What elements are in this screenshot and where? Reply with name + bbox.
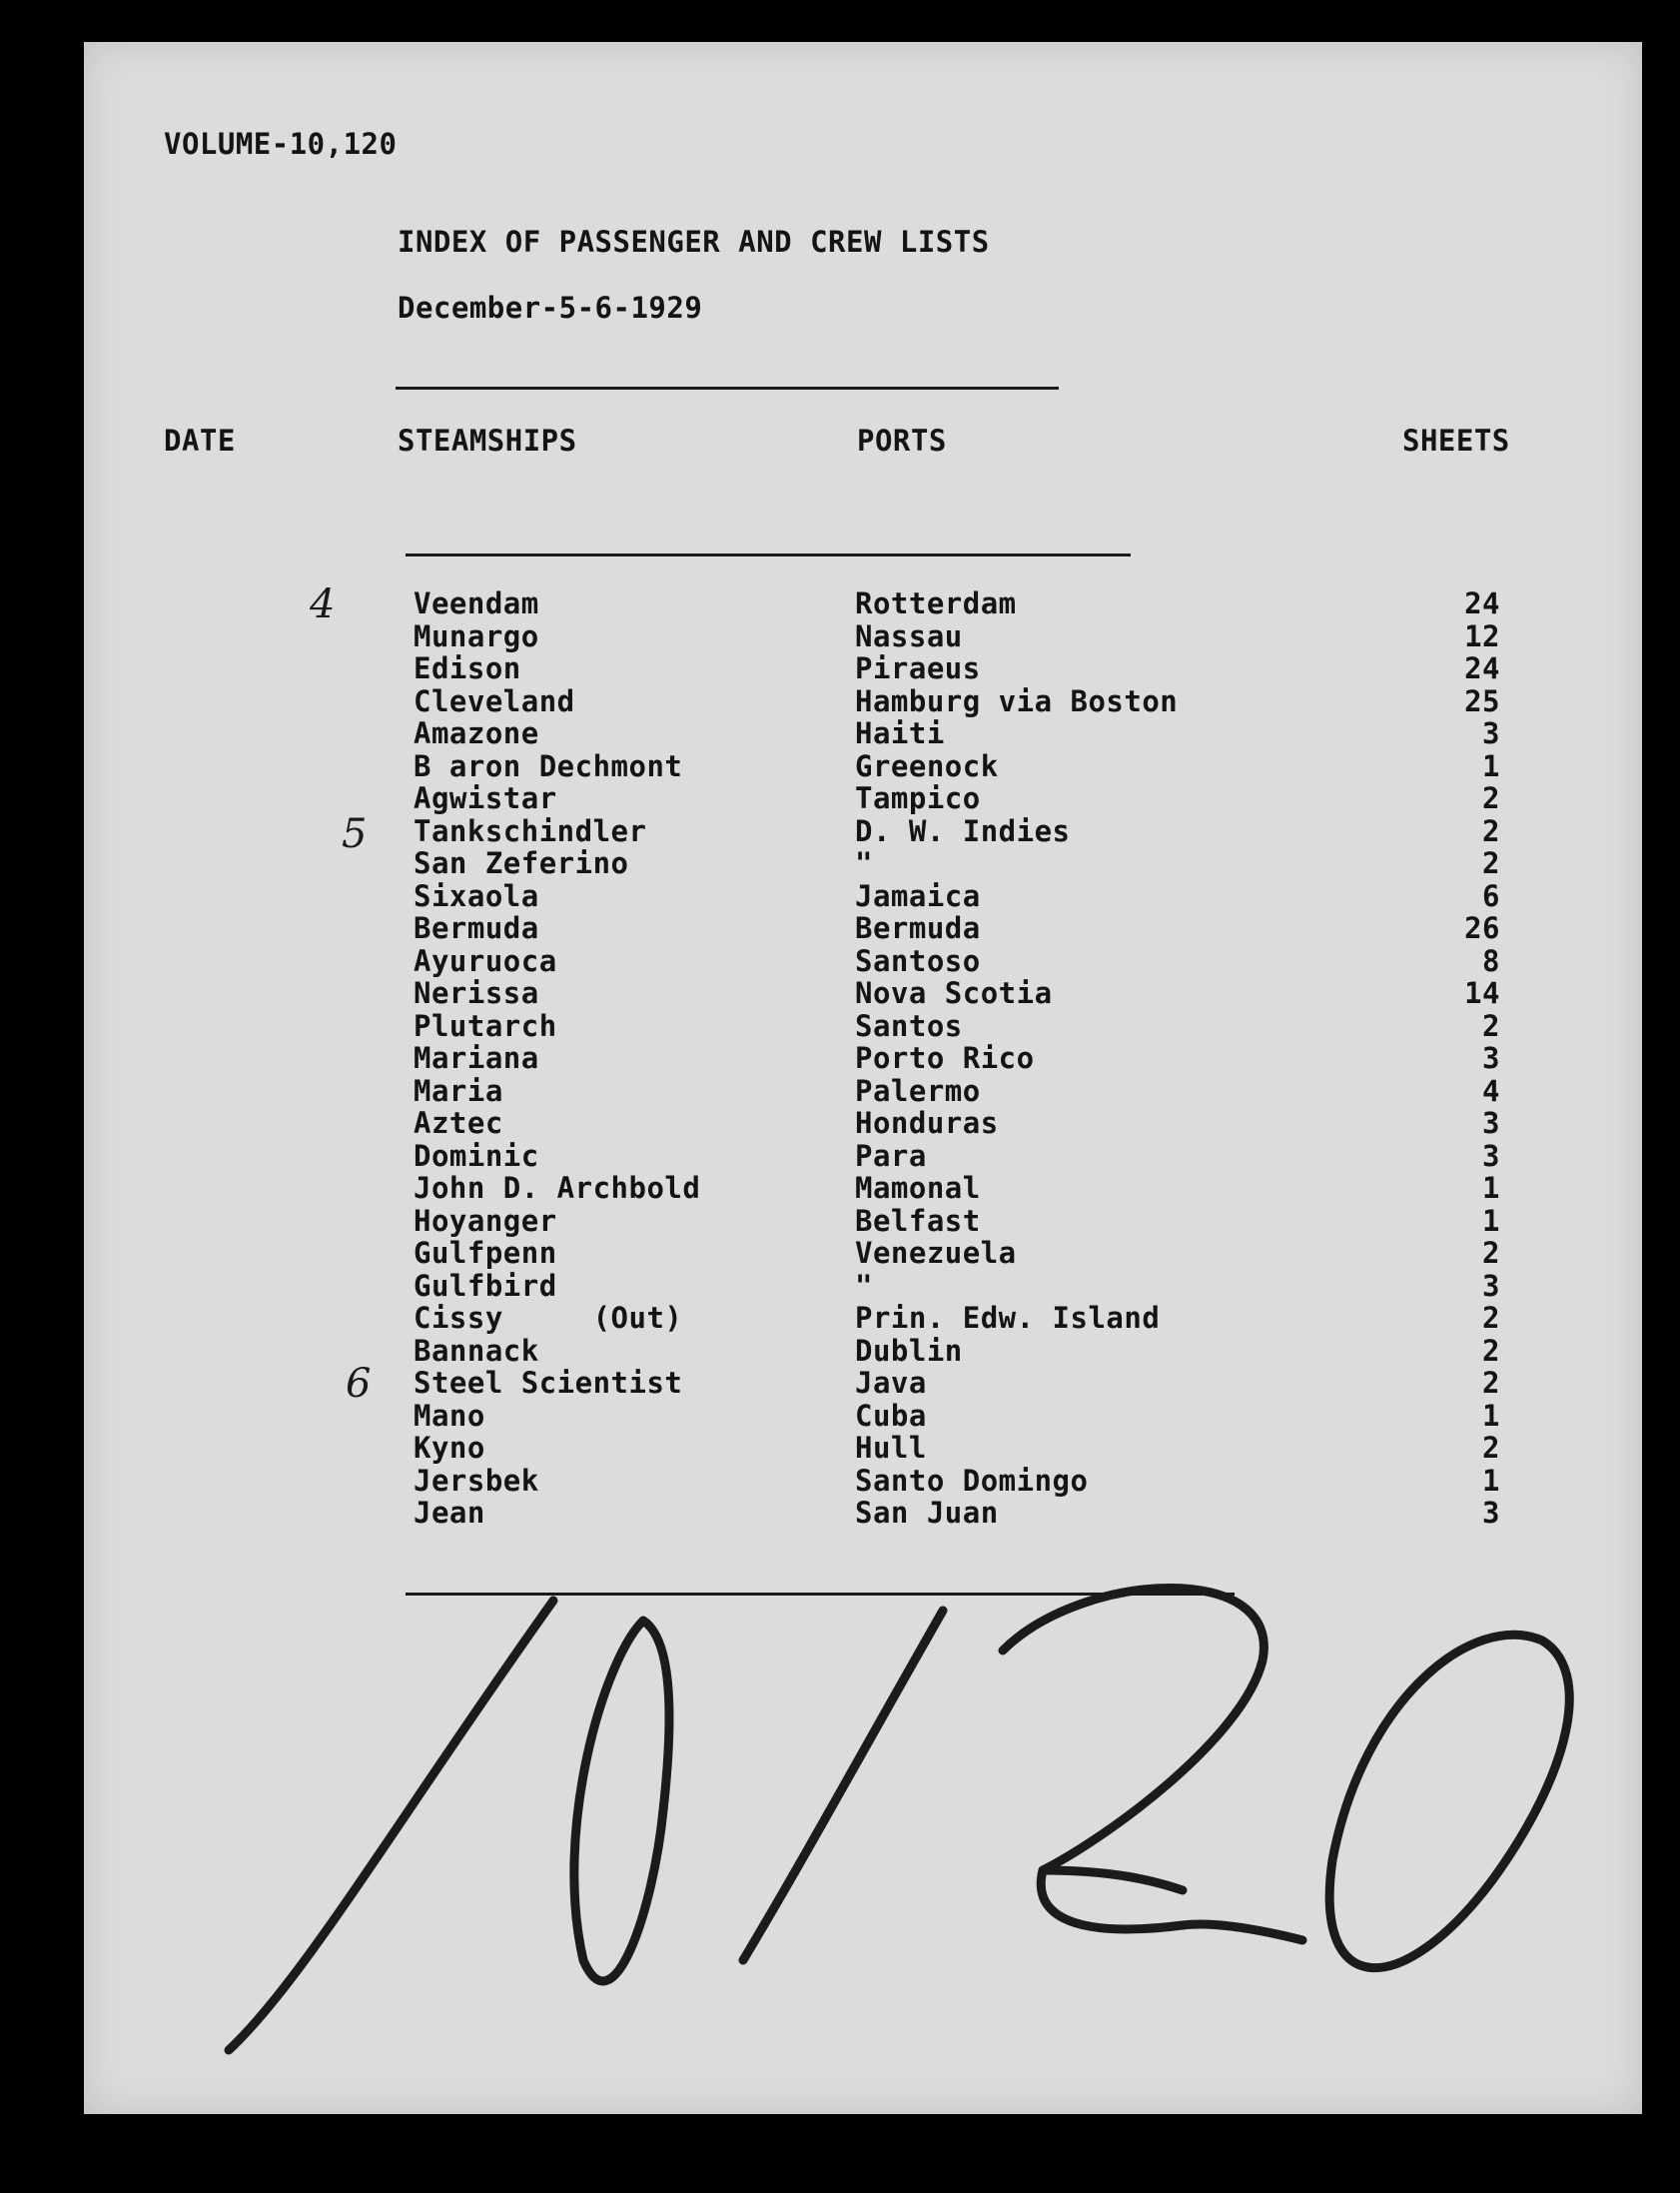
table-row <box>84 781 1642 816</box>
table-row <box>84 1366 1642 1401</box>
port-name: Greenock <box>855 748 999 783</box>
header-underline <box>406 553 1131 556</box>
steamship-name: Tankschindler <box>414 813 647 848</box>
table-row <box>84 1106 1642 1141</box>
sheet-count: 2 <box>1482 781 1500 815</box>
steamship-name: Kyno <box>414 1431 485 1465</box>
table-row <box>84 1463 1642 1499</box>
handwritten-date-mark: 4 <box>310 581 336 627</box>
port-name: Venezuela <box>855 1236 1017 1270</box>
port-name: Prin. Edw. Island <box>855 1301 1161 1335</box>
sheet-count: 3 <box>1482 716 1500 750</box>
port-name: Dublin <box>855 1333 963 1368</box>
steamship-name: Bermuda <box>414 911 539 945</box>
port-name: Santoso <box>855 943 981 978</box>
steamship-name: Agwistar <box>414 781 557 815</box>
port-name: " <box>855 1268 873 1303</box>
steamship-name: Sixaola <box>414 878 539 913</box>
handwritten-volume-number <box>224 1581 1642 2100</box>
table-row <box>84 1203 1642 1239</box>
table-row <box>84 1333 1642 1369</box>
port-name: Piraeus <box>855 651 981 685</box>
table-row <box>84 1301 1642 1336</box>
steamship-name: Plutarch <box>414 1008 557 1043</box>
steamship-name: Maria <box>414 1073 503 1108</box>
steamship-name: Nerissa <box>414 976 539 1010</box>
table-row <box>84 1138 1642 1174</box>
port-name: Cuba <box>855 1398 927 1433</box>
sheet-count: 25 <box>1464 683 1500 718</box>
sheet-count: 4 <box>1482 1073 1500 1108</box>
steamship-name: Ayuruoca <box>414 943 557 978</box>
column-header-ports: PORTS <box>857 424 947 458</box>
table-row <box>84 911 1642 946</box>
steamship-name: Steel Scientist <box>414 1366 683 1400</box>
sheet-count: 2 <box>1482 1008 1500 1043</box>
sheet-count: 3 <box>1482 1496 1500 1530</box>
port-name: Mamonal <box>855 1171 981 1205</box>
title-underline <box>396 387 1059 390</box>
steamship-name: John D. Archbold <box>414 1171 701 1205</box>
port-name: Santos <box>855 1008 963 1043</box>
steamship-name: Jean <box>414 1496 485 1530</box>
column-header-date: DATE <box>164 424 236 458</box>
table-row <box>84 1008 1642 1044</box>
table-row <box>84 1171 1642 1206</box>
table-row <box>84 846 1642 881</box>
steamship-name: B aron Dechmont <box>414 748 683 783</box>
port-name: Honduras <box>855 1106 999 1140</box>
table-row <box>84 813 1642 849</box>
table-row <box>84 683 1642 719</box>
steamship-name: Veendam <box>414 586 539 620</box>
port-name: Santo Domingo <box>855 1463 1089 1498</box>
port-name: San Juan <box>855 1496 999 1530</box>
sheet-count: 14 <box>1464 976 1500 1010</box>
port-name: Belfast <box>855 1203 981 1238</box>
column-header-steamships: STEAMSHIPS <box>398 424 577 458</box>
table-row <box>84 976 1642 1011</box>
table-row <box>84 1236 1642 1271</box>
table-row <box>84 651 1642 686</box>
volume-label: VOLUME-10,120 <box>164 127 398 161</box>
sheet-count: 1 <box>1482 748 1500 783</box>
sheet-count: 2 <box>1482 1366 1500 1400</box>
steamship-name: Mano <box>414 1398 485 1433</box>
port-name: Hamburg via Boston <box>855 683 1179 718</box>
sheet-count: 2 <box>1482 1301 1500 1335</box>
port-name: Java <box>855 1366 927 1400</box>
sheet-count: 12 <box>1464 618 1500 653</box>
sheet-count: 3 <box>1482 1268 1500 1303</box>
date-line: December-5-6-1929 <box>398 291 703 325</box>
table-row <box>84 1496 1642 1531</box>
port-name: Palermo <box>855 1073 981 1108</box>
sheet-count: 8 <box>1482 943 1500 978</box>
table-row <box>84 618 1642 654</box>
table-row <box>84 716 1642 751</box>
steamship-name: Gulfpenn <box>414 1236 557 1270</box>
column-header-sheets: SHEETS <box>1402 424 1510 458</box>
port-name: D. W. Indies <box>855 813 1071 848</box>
port-name: Para <box>855 1138 927 1173</box>
sheet-count: 1 <box>1482 1171 1500 1205</box>
sheet-count: 6 <box>1482 878 1500 913</box>
port-name: Nassau <box>855 618 963 653</box>
sheet-count: 2 <box>1482 1431 1500 1465</box>
port-name: Haiti <box>855 716 945 750</box>
handwritten-date-mark: 6 <box>346 1361 372 1407</box>
document-title: INDEX OF PASSENGER AND CREW LISTS <box>398 225 990 259</box>
sheet-count: 1 <box>1482 1463 1500 1498</box>
table-row <box>84 1431 1642 1466</box>
steamship-name: Munargo <box>414 618 539 653</box>
steamship-name: Jersbek <box>414 1463 539 1498</box>
document-page <box>84 42 1642 2114</box>
port-name: Tampico <box>855 781 981 815</box>
port-name: Nova Scotia <box>855 976 1053 1010</box>
sheet-count: 1 <box>1482 1203 1500 1238</box>
steamship-name: Mariana <box>414 1041 539 1075</box>
table-row <box>84 1268 1642 1304</box>
steamship-name: Cissy (Out) <box>414 1301 683 1335</box>
port-name: Hull <box>855 1431 927 1465</box>
table-row <box>84 878 1642 914</box>
steamship-name: Hoyanger <box>414 1203 557 1238</box>
sheet-count: 3 <box>1482 1106 1500 1140</box>
table-row <box>84 1073 1642 1109</box>
steamship-name: Dominic <box>414 1138 539 1173</box>
steamship-name: Edison <box>414 651 521 685</box>
table-row <box>84 748 1642 784</box>
table-row <box>84 943 1642 979</box>
sheet-count: 24 <box>1464 586 1500 620</box>
sheet-count: 2 <box>1482 813 1500 848</box>
sheet-count: 26 <box>1464 911 1500 945</box>
handwritten-date-mark: 5 <box>342 811 368 857</box>
steamship-name: Gulfbird <box>414 1268 557 1303</box>
port-name: Bermuda <box>855 911 981 945</box>
steamship-name: Aztec <box>414 1106 503 1140</box>
steamship-name: Cleveland <box>414 683 575 718</box>
sheet-count: 3 <box>1482 1138 1500 1173</box>
table-row <box>84 586 1642 621</box>
steamship-name: Amazone <box>414 716 539 750</box>
table-row <box>84 1041 1642 1076</box>
sheet-count: 1 <box>1482 1398 1500 1433</box>
port-name: " <box>855 846 873 880</box>
sheet-count: 2 <box>1482 1236 1500 1270</box>
steamship-name: Bannack <box>414 1333 539 1368</box>
sheet-count: 24 <box>1464 651 1500 685</box>
port-name: Rotterdam <box>855 586 1017 620</box>
port-name: Jamaica <box>855 878 981 913</box>
sheet-count: 2 <box>1482 846 1500 880</box>
steamship-name: San Zeferino <box>414 846 629 880</box>
table-row <box>84 1398 1642 1434</box>
sheet-count: 2 <box>1482 1333 1500 1368</box>
sheet-count: 3 <box>1482 1041 1500 1075</box>
port-name: Porto Rico <box>855 1041 1035 1075</box>
